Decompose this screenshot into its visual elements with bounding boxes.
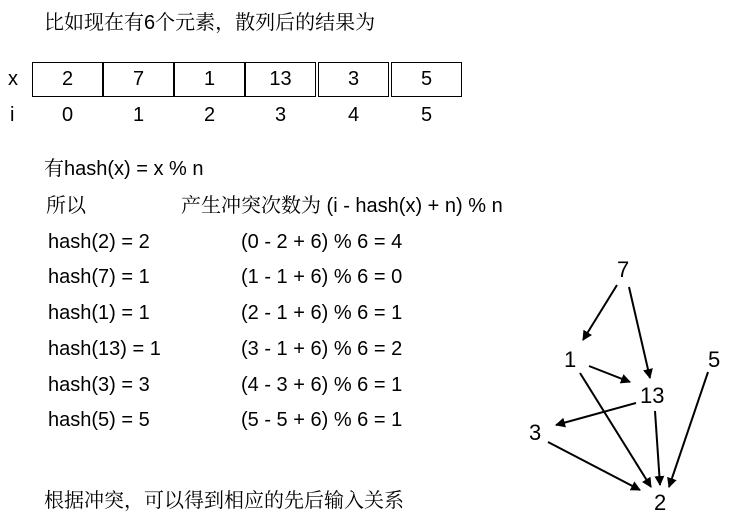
hash-row: hash(5) = 5 <box>48 409 150 431</box>
graph-node-5: 5 <box>708 347 721 372</box>
array-index: 2 <box>203 104 216 126</box>
array-cell: 3 <box>318 62 389 97</box>
array-cell: 13 <box>245 62 316 97</box>
graph-node-3: 3 <box>529 420 542 445</box>
conflict-formula: 产生冲突次数为 (i - hash(x) + n) % n <box>181 195 503 217</box>
hash-formula: 有hash(x) = x % n <box>44 158 204 180</box>
array-index: 5 <box>420 104 433 126</box>
hash-row: hash(13) = 1 <box>48 338 161 360</box>
calc-row: (2 - 1 + 6) % 6 = 1 <box>241 302 403 324</box>
array-cell: 2 <box>32 62 103 97</box>
calc-row: (5 - 5 + 6) % 6 = 1 <box>241 409 403 431</box>
hash-row: hash(3) = 3 <box>48 374 150 396</box>
so-label: 所以 <box>46 195 86 217</box>
edge-1-13 <box>589 366 630 382</box>
edge-13-2 <box>655 411 660 485</box>
hash-row: hash(1) = 1 <box>48 302 150 324</box>
hash-row: hash(7) = 1 <box>48 266 150 288</box>
array-cell: 5 <box>391 62 462 97</box>
calc-row: (4 - 3 + 6) % 6 = 1 <box>241 374 403 396</box>
graph-node-1: 1 <box>564 347 577 372</box>
array-cell: 1 <box>174 62 245 97</box>
array-index: 1 <box>132 104 145 126</box>
x-label: x <box>8 68 18 90</box>
calc-row: (1 - 1 + 6) % 6 = 0 <box>241 266 403 288</box>
edge-5-2 <box>669 372 708 487</box>
edge-7-13 <box>629 287 650 378</box>
graph-node-7: 7 <box>617 257 630 282</box>
edge-3-2 <box>548 442 640 490</box>
calc-row: (3 - 1 + 6) % 6 = 2 <box>241 338 403 360</box>
array-index: 4 <box>347 104 360 126</box>
edge-13-3 <box>556 403 636 425</box>
graph-node-2: 2 <box>654 490 667 515</box>
array-index: 3 <box>274 104 287 126</box>
i-label: i <box>10 104 15 126</box>
graph-node-13: 13 <box>640 383 665 408</box>
intro-text: 比如现在有6个元素，散列后的结果为 <box>44 12 376 34</box>
edge-7-1 <box>583 285 617 340</box>
hash-row: hash(2) = 2 <box>48 231 150 253</box>
conclusion-text: 根据冲突，可以得到相应的先后输入关系 <box>44 490 404 512</box>
array-cell: 7 <box>103 62 174 97</box>
array-index: 0 <box>61 104 74 126</box>
calc-row: (0 - 2 + 6) % 6 = 4 <box>241 231 403 253</box>
